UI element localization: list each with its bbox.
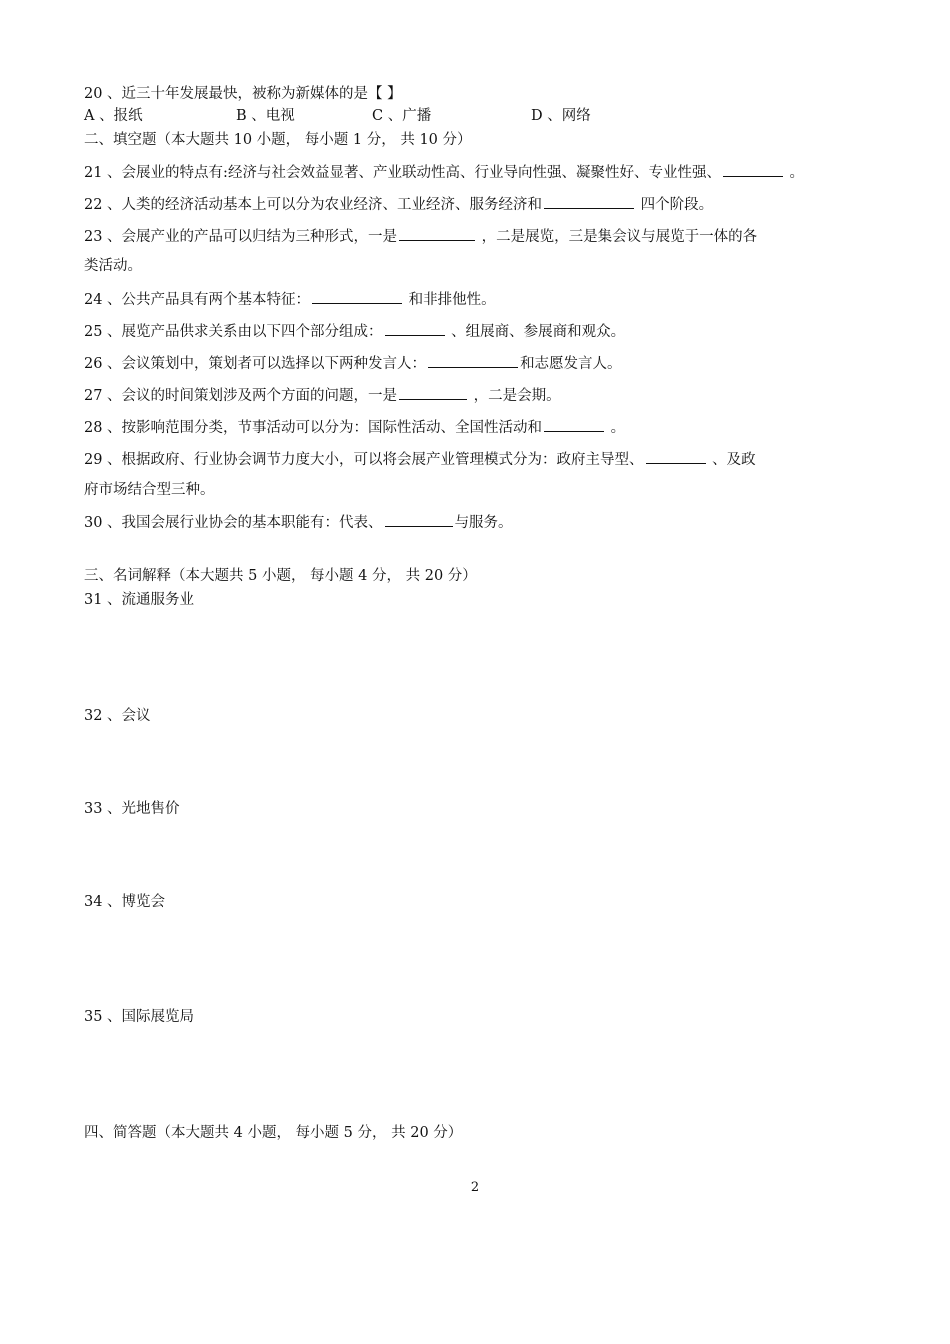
- question-29: 29 、根据政府、行业协会调节力度大小，可以将会展产业管理模式分为：政府主导型、 、及政: [84, 449, 756, 470]
- answer-blank: [385, 321, 445, 336]
- answer-blank: [544, 417, 604, 432]
- option-c: C 、广播: [372, 108, 432, 124]
- term-31: 31 、流通服务业: [84, 592, 195, 608]
- answer-blank: [646, 449, 706, 464]
- term-32: 32 、会议: [84, 708, 151, 724]
- option-b: B 、电视: [236, 108, 295, 124]
- question-25: 25 、展览产品供求关系由以下四个部分组成： 、组展商、参展商和观众。: [84, 321, 625, 342]
- answer-blank: [723, 162, 783, 177]
- question-29-cont: 府市场结合型三种。: [84, 482, 215, 498]
- question-27: 27 、会议的时间策划涉及两个方面的问题，一是 ，二是会期。: [84, 385, 561, 406]
- section-3-title: 三、名词解释（本大题共 5 小题， 每小题 4 分， 共 20 分）: [84, 568, 477, 584]
- term-35: 35 、国际展览局: [84, 1009, 195, 1025]
- answer-blank: [428, 353, 518, 368]
- term-34: 34 、博览会: [84, 894, 166, 910]
- question-30: 30 、我国会展行业协会的基本职能有：代表、 与服务。: [84, 512, 513, 533]
- question-26: 26 、会议策划中，策划者可以选择以下两种发言人： 和志愿发言人。: [84, 353, 622, 374]
- option-a: A 、报纸: [84, 108, 143, 124]
- section-4-title: 四、简答题（本大题共 4 小题， 每小题 5 分， 共 20 分）: [84, 1125, 463, 1141]
- answer-blank: [385, 512, 453, 527]
- question-24: 24 、公共产品具有两个基本特征： 和非排他性。: [84, 289, 496, 310]
- option-d: D 、网络: [531, 108, 591, 124]
- question-28: 28 、按影响范围分类，节事活动可以分为：国际性活动、全国性活动和 。: [84, 417, 625, 438]
- term-33: 33 、光地售价: [84, 801, 180, 817]
- section-2-title: 二、填空题（本大题共 10 小题， 每小题 1 分， 共 10 分）: [84, 132, 472, 148]
- question-23: 23 、会展产业的产品可以归结为三种形式，一是 ，二是展览，三是集会议与展览于一体的各: [84, 226, 757, 247]
- answer-blank: [399, 226, 475, 241]
- answer-blank: [312, 289, 402, 304]
- answer-blank: [544, 194, 634, 209]
- question-20-stem: 20 、近三十年发展最快，被称为新媒体的是【 】: [84, 86, 402, 102]
- page-number: 2: [470, 1180, 480, 1195]
- question-22: 22 、人类的经济活动基本上可以分为农业经济、工业经济、服务经济和 四个阶段。: [84, 194, 713, 215]
- question-21: 21 、会展业的特点有:经济与社会效益显著、产业联动性高、行业导向性强、凝聚性好、专业性强、 。: [84, 162, 804, 183]
- question-23-cont: 类活动。: [84, 258, 142, 274]
- answer-blank: [399, 385, 467, 400]
